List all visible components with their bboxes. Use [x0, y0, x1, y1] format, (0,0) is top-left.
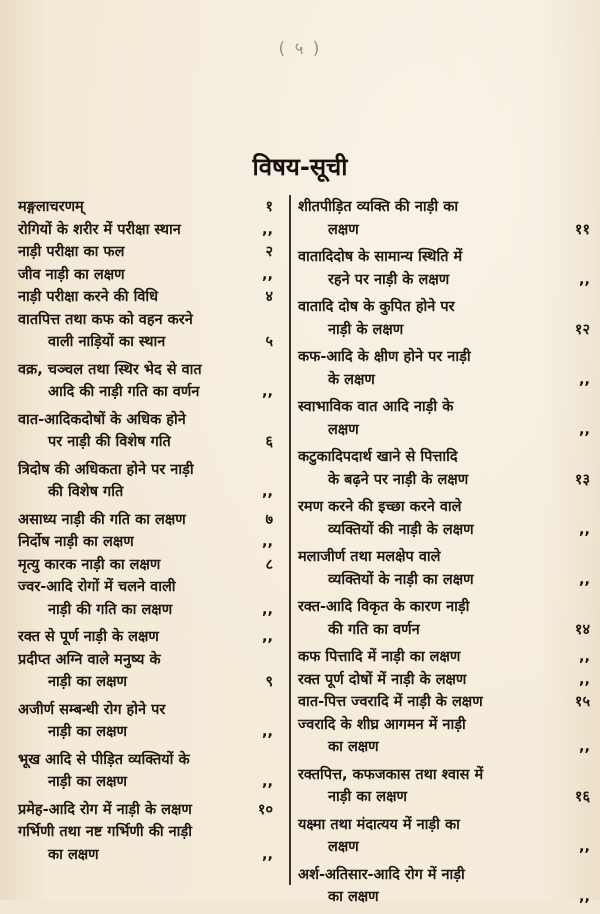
toc-entry-page-number: ,, [261, 221, 273, 238]
toc-entry-title: वातादि दोष के कुपित होने पर [298, 299, 455, 315]
toc-entry-title: रक्तपित्त, कफजकास तथा श्वास में [298, 766, 484, 783]
toc-entry-continuation: व्यक्तियों की नाड़ी के लक्षण [328, 521, 474, 538]
toc-entry-page-number: ८ [265, 556, 273, 573]
toc-entry-title: नाड़ी परीक्षा का फल [18, 244, 125, 260]
toc-entry-page-number: ७ [265, 511, 273, 528]
toc-entry-title: वातपित्त तथा कफ को वहन करने [18, 311, 193, 328]
toc-entry-page-number: ,, [578, 671, 590, 688]
toc-entry-title: मलाजीर्ण तथा मलक्षेप वाले [298, 549, 441, 565]
toc-entry [298, 646, 590, 669]
toc-entry-continuation: नाड़ी का लक्षण [328, 789, 408, 805]
toc-entry-title: प्रमेह-आदि रोग में नाड़ी के लक्षण [18, 801, 192, 818]
toc-entry-page-number: ,, [578, 571, 590, 588]
toc-entry [298, 546, 590, 591]
toc-entry-continuation: वाली नाड़ियों का स्थान [48, 334, 166, 350]
toc-entry [298, 246, 590, 291]
toc-entry [18, 409, 273, 454]
toc-entry-title: नाड़ी परीक्षा करने की विधि [18, 289, 159, 305]
toc-entry-title: कफ-आदि के क्षीण होने पर नाड़ी [298, 349, 471, 365]
toc-entry [18, 509, 273, 532]
toc-entry [18, 309, 273, 354]
toc-entry-title: रक्त पूर्ण दोषों में नाड़ी के लक्षण [298, 671, 467, 688]
toc-entry-page-number: १२ [574, 321, 590, 338]
toc-entry-page-number: ,, [261, 534, 273, 550]
toc-entry-page-number: ,, [578, 371, 590, 388]
toc-entry [18, 699, 273, 744]
toc-entry-title: ज्वर-आदि रोगों में चलने वाली [18, 579, 176, 595]
toc-entry-continuation: रहने पर नाड़ी के लक्षण [328, 271, 450, 288]
toc-entry [18, 459, 273, 504]
toc-entry [18, 264, 273, 287]
toc-entry-page-number: २ [265, 244, 273, 260]
toc-entry-continuation: व्यक्तियों के नाड़ी का लक्षण [328, 571, 474, 588]
toc-entry-title: मङ्गलाचरणम् [18, 199, 84, 215]
toc-entry-continuation: आदि की नाड़ी गति का वर्णन [48, 384, 200, 400]
toc-entry-page-number: ९ [265, 674, 273, 690]
toc-entry-title: असाध्य नाड़ी की गति का लक्षण [18, 511, 186, 528]
toc-entry-continuation: नाड़ी की गति का लक्षण [48, 601, 173, 618]
column-divider [289, 195, 291, 885]
toc-entry-page-number: ११ [574, 221, 590, 238]
toc-entry [298, 714, 590, 759]
toc-entry-page-number: ,, [578, 521, 590, 538]
toc-entry-title: वात-पित्त ज्वरादि में नाड़ी के लक्षण [298, 694, 483, 710]
toc-entry-page-number: ,, [578, 649, 590, 665]
toc-entry [18, 359, 273, 404]
toc-entry-title: वातादिदोष के सामान्य स्थिति में [298, 249, 463, 265]
toc-entry-page-number: १४ [574, 621, 590, 638]
toc-right-column [298, 196, 590, 914]
toc-entry-continuation: का लक्षण [328, 889, 379, 905]
toc-entry-title: प्रदीप्त अग्नि वाले मनुष्य के [18, 651, 161, 668]
toc-entry-page-number: ,, [578, 889, 590, 905]
toc-entry-title: जीव नाड़ी का लक्षण [18, 266, 125, 283]
toc-entry-continuation: लक्षण [328, 421, 359, 438]
toc-entry-page-number: ,, [261, 629, 273, 645]
toc-entry [18, 241, 273, 264]
toc-entry-page-number: ,, [261, 846, 273, 863]
toc-entry-title: त्रिदोष की अधिकता होने पर नाड़ी [18, 461, 194, 478]
page-title: विषय-सूची [252, 153, 348, 181]
toc-entry [18, 626, 273, 649]
toc-left-column [18, 196, 273, 871]
toc-entry-title: रोगियों के शरीर में परीक्षा स्थान [18, 221, 181, 238]
toc-entry-title: अर्श-अतिसार-आदि रोग में नाड़ी [298, 866, 465, 883]
toc-entry [298, 496, 590, 541]
toc-entry-title: निर्दोष नाड़ी का लक्षण [18, 534, 134, 550]
toc-entry [298, 396, 590, 441]
toc-entry-continuation: का लक्षण [48, 846, 99, 863]
toc-entry-continuation: का लक्षण [328, 739, 379, 755]
toc-entry-title: रक्त-आदि विकृत के कारण नाड़ी [298, 599, 470, 615]
toc-entry [298, 814, 590, 859]
toc-entry-page-number: १० [257, 801, 273, 818]
toc-entry [18, 531, 273, 554]
toc-entry-title: कटुकादिपदार्थ खाने से पित्तादि [298, 449, 458, 465]
toc-entry [298, 196, 590, 241]
toc-entry-continuation: नाड़ी के लक्षण [328, 321, 404, 338]
toc-entry-page-number: ,, [261, 484, 273, 500]
toc-entry [298, 764, 590, 809]
toc-entry-continuation: के लक्षण [328, 371, 375, 388]
toc-entry [18, 196, 273, 219]
toc-entry [18, 749, 273, 794]
toc-entry-continuation: नाड़ी का लक्षण [48, 724, 128, 740]
toc-entry-page-number: १५ [574, 694, 590, 710]
toc-entry-page-number: ,, [261, 266, 273, 283]
toc-entry-title: भूख आदि से पीड़ित व्यक्तियों के [18, 751, 190, 768]
toc-entry-title: कफ पित्तादि में नाड़ी का लक्षण [298, 649, 461, 665]
toc-entry-page-number: ,, [261, 724, 273, 740]
toc-entry-continuation: नाड़ी का लक्षण [48, 774, 128, 790]
toc-entry-page-number: ,, [261, 601, 273, 618]
toc-entry-title: ज्वरादि के शीघ्र आगमन में नाड़ी [298, 716, 466, 733]
toc-entry-continuation: नाड़ी का लक्षण [48, 674, 128, 690]
toc-entry-page-number: ,, [261, 774, 273, 790]
toc-entry [298, 864, 590, 909]
toc-entry [18, 649, 273, 694]
toc-entry-page-number: ४ [265, 289, 273, 305]
toc-entry [18, 219, 273, 242]
toc-entry [298, 596, 590, 641]
toc-entry-title: रमण करने की इच्छा करने वाले [298, 499, 462, 515]
toc-entry [298, 669, 590, 692]
toc-entry-continuation: लक्षण [328, 221, 359, 238]
toc-entry-title: वात-आदिकदोषों के अधिक होने [18, 411, 186, 428]
toc-entry-page-number: ,, [578, 739, 590, 755]
page-number: ( ५ ) [278, 39, 322, 59]
toc-entry-title: गर्भिणी तथा नष्ट गर्भिणी की नाड़ी [18, 824, 192, 840]
toc-entry [18, 821, 273, 866]
toc-entry-page-number: १६ [574, 789, 590, 805]
toc-entry-page-number: ,, [261, 384, 273, 400]
toc-entry-continuation: के बढ़ने पर नाड़ी के लक्षण [328, 471, 469, 488]
toc-entry-continuation: की विशेष गति [48, 484, 124, 500]
toc-entry-title: यक्ष्मा तथा मंदात्यय में नाड़ी का [298, 816, 460, 833]
toc-entry [18, 286, 273, 309]
toc-entry-page-number: ,, [578, 839, 590, 855]
toc-entry-page-number: ,, [578, 421, 590, 438]
toc-entry [298, 346, 590, 391]
toc-entry [18, 799, 273, 822]
toc-entry-title: वक्र, चञ्चल तथा स्थिर भेद से वात [18, 361, 202, 378]
toc-entry-title: रक्त से पूर्ण नाड़ी के लक्षण [18, 629, 159, 645]
toc-entry-page-number: १ [265, 199, 273, 215]
toc-entry-title: शीतपीड़ित व्यक्ति की नाड़ी का [298, 199, 459, 215]
toc-entry [18, 554, 273, 577]
toc-entry-title: अजीर्ण सम्बन्धी रोग होने पर [18, 701, 166, 718]
toc-entry-page-number: ,, [578, 271, 590, 288]
toc-entry-continuation: लक्षण [328, 839, 359, 855]
toc-entry-title: स्वाभाविक वात आदि नाड़ी के [298, 399, 454, 415]
toc-entry-continuation: की गति का वर्णन [328, 621, 420, 638]
toc-entry-title: मृत्यु कारक नाड़ी का लक्षण [18, 556, 161, 573]
toc-entry-page-number: ६ [265, 434, 273, 450]
toc-entry-page-number: १३ [574, 471, 590, 488]
toc-entry [298, 691, 590, 714]
toc-entry [18, 576, 273, 621]
toc-entry-continuation: पर नाड़ी की विशेष गति [48, 434, 171, 450]
toc-entry [298, 296, 590, 341]
toc-entry-page-number: ५ [265, 334, 273, 350]
toc-entry [298, 446, 590, 491]
